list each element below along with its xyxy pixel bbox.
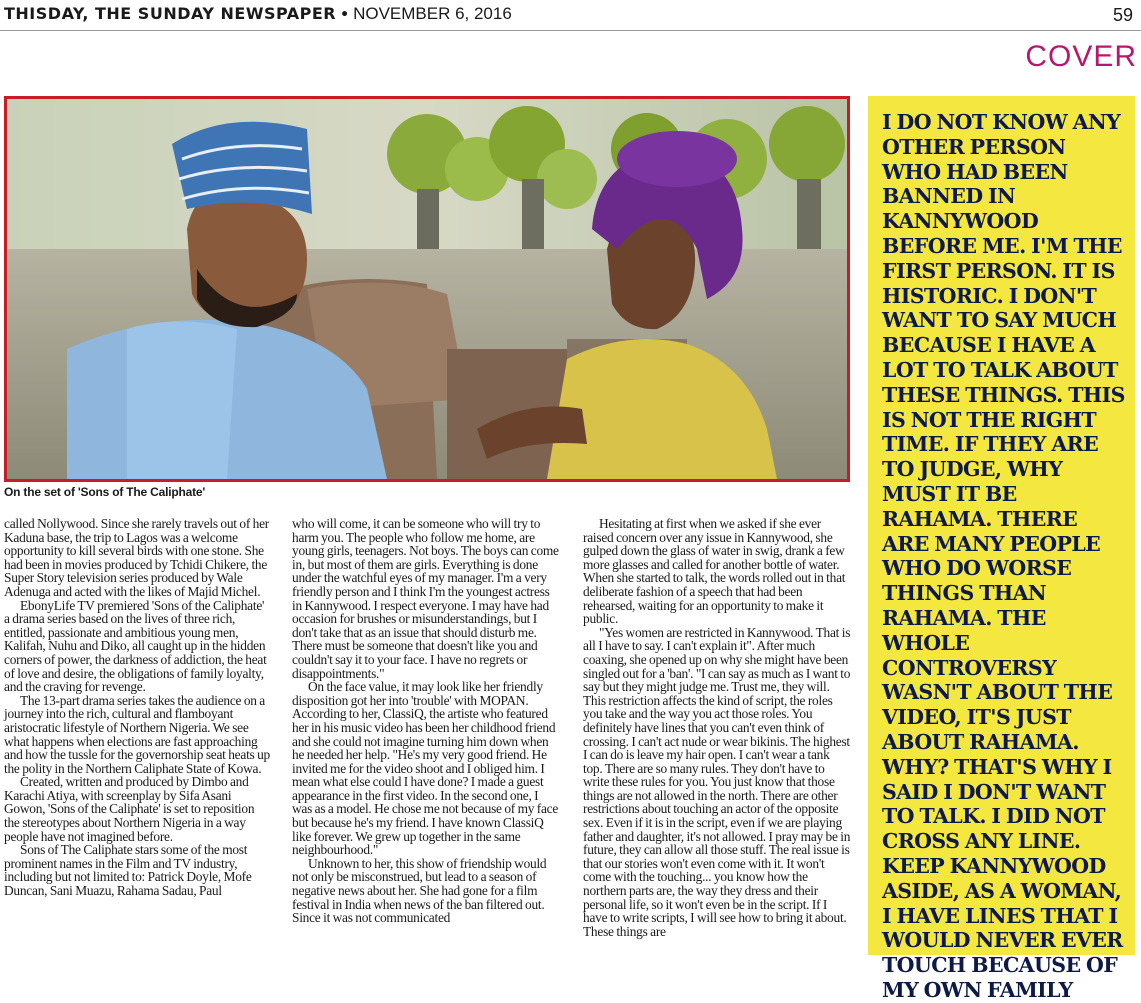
article-column-2: [292, 517, 560, 955]
article-paragraph: Unknown to her, this show of friendship would not only be misconstrued, but lead to a season of negative news about her. She had gone for a film festival in India when news of the ban filtered out. Since it was not communicated: [292, 855, 547, 926]
section-label: COVER: [1025, 40, 1137, 73]
article-paragraph: Created, written and produced by Dimbo and Karachi Atiya, with screenplay by Sifa Asani Gowon, 'Sons of the Caliphate' is set to reposition the stereotypes about Northern Nigeria in a way people have not imagined before.: [4, 774, 255, 844]
pull-quote-text: I DO NOT KNOW ANY OTHER PERSON WHO HAD BEEN BANNED IN KANNYWOOD BEFORE ME. I'M THE FIRST PERSON. IT IS HISTORIC. I DON'T WANT TO SAY MUCH BECAUSE I HAVE A LOT TO TALK ABOUT THESE THINGS. THIS IS NOT THE RIGHT TIME. IF THEY ARE TO JUDGE, WHY MUST IT BE RAHAMA. THERE ARE MANY PEOPLE WHO DO WORSE THINGS THAN RAHAMA. THE WHOLE CONTROVERSY WASN'T ABOUT THE VIDEO, IT'S JUST ABOUT RAHAMA. WHY? THAT'S WHY I SAID I DON'T WANT TO TALK. I DID NOT CROSS ANY LINE. KEEP KANNYWOOD ASIDE, AS A WOMAN, I HAVE LINES THAT I WOULD NEVER EVER TOUCH BECAUSE OF MY OWN FAMILY: [882, 110, 1125, 1002]
article-paragraph: Hesitating at first when we asked if she ever raised concern over any issue in Kannywood, she gulped down the glass of water in swig, drank a few more glasses and called for another bottle of water. When she started to talk, the words rolled out in that deliberate fashion of a speech that had been rehearsed, waiting for an opportunity to make it public.: [583, 516, 846, 627]
photo-illustration: [7, 99, 847, 479]
article-paragraph: "Yes women are restricted in Kannywood. That is all I have to say. I can't explain it". After much coaxing, she opened up on why she might have been singled out for a 'ban'. "I can say as much as I want to say but they might judge me. Trust me, they will. This restriction affects the kind of script, the roles you take and the way you act those roles. You definitely have lines that you can't even think of crossing. I can't act nude or wear bikinis. The highest I can do is leave my hair open. I can't wear a tank top. There are so many rules. They don't have to write these rules for you. You just know that those things are not allowed in the north. There are other restrictions about touching an actor of the opposite sex. Even if it is in the script, even if we are playing father and daughter, it's not allowed. I pray may be in future, they can allow all those stuff. The real issue is that our stories won't even come with it. It won't come with the touching... you know how the northern parts are, the way they dress and their personal life, so it won't even be in the script. If I have to write scripts, I will see how to bring it about. These things are: [583, 624, 851, 939]
article-paragraph: Sons of The Caliphate stars some of the most prominent names in the Film and TV industry, including but not limited to: Patrick Doyle, Mofe Duncan, Sani Muazu, Rahama Sadau, Paul: [4, 842, 252, 899]
article-paragraph: The 13-part drama series takes the audience on a journey into the rich, cultural and flamboyant aristocratic lifestyle of Northern Nigeria. We see what happens when elections are fast approaching and how the tussle for the governorship seat heats up the polity in the Northern Caliphate State of Kowa.: [4, 692, 270, 776]
feature-photo: [4, 96, 850, 482]
page-number: 59: [1112, 5, 1133, 25]
article-column-3: [583, 517, 851, 955]
article-paragraph: who will come, it can be someone who will try to harm you. The people who follow me home, are young girls, teenagers. Not boys. The boys can come in, but most of them are girls. Everything is done under the watchful eyes of my manager. I'm a very friendly person and I think I'm the youngest actress in Kannywood. I respect everyone. I may have had occasion for brushes or misunderstandings, but I don't take that as an issue that should disturb me. There must be someone that doesn't like you and couldn't say it to your face. I have no regrets or disappointments.": [292, 516, 559, 681]
article-column-1: [4, 517, 272, 955]
publication-name: THISDAY, THE SUNDAY NEWSPAPER: [4, 4, 337, 23]
photo-caption: On the set of 'Sons of The Caliphate': [4, 485, 205, 499]
page-header: [4, 4, 512, 28]
article-paragraph: EbonyLife TV premiered 'Sons of the Caliphate' a drama series based on the lives of three rich, entitled, passionate and ambitious young men, Kalifah, Nuhu and Diko, all caught up in the hidden corners of power, the darkness of addiction, the heat of love and desire, the obligations of family loyalty, and the craving for revenge.: [4, 597, 267, 695]
issue-date: NOVEMBER 6, 2016: [353, 4, 512, 23]
article-paragraph: called Nollywood. Since she rarely travels out of her Kaduna base, the trip to Lagos was a welcome opportunity to kill several birds with one stone. She had been in movies produced by Tchidi Chikere, the Super Story television series produced by Wale Adenuga and acted with the likes of Majid Michel.: [4, 516, 269, 599]
pull-quote-box: [868, 96, 1135, 1002]
header-divider: [0, 30, 1141, 31]
header-separator: •: [340, 7, 350, 23]
article-paragraph: On the face value, it may look like her friendly disposition got her into 'trouble' with MOPAN. According to her, ClassiQ, the artiste who featured her in his music video has been her childhood friend and she could not imagine turning him down when he needed her help. "He's my very good friend. He invited me for the video shoot and I obliged him. I mean what else could I have done? I made a guest appearance in the first video. In the second one, I was as a model. He chose me not because of my face but because he's my friend. I have known ClassiQ like forever. We grew up together in the same neighbourhood.": [292, 679, 559, 858]
